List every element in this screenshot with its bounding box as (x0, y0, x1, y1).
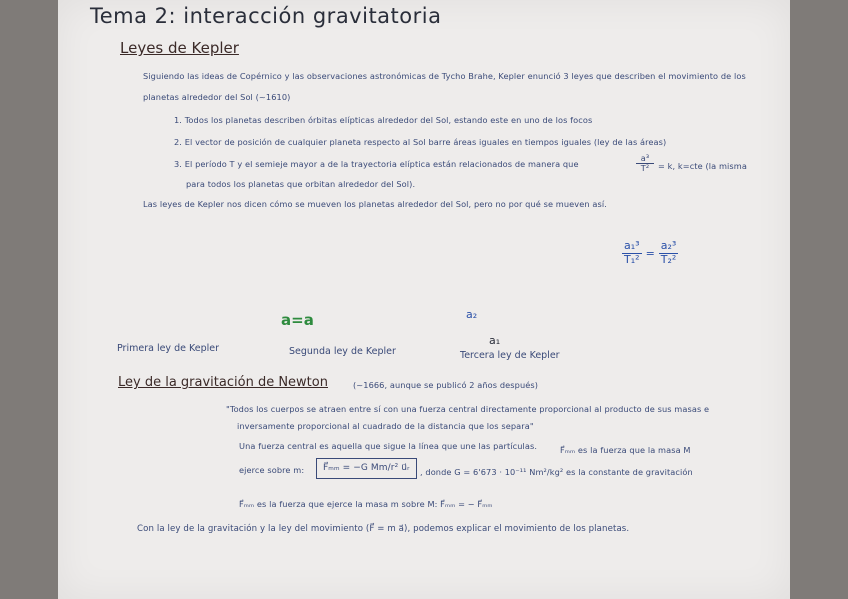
second-law-sol-label: Sol (300, 289, 311, 297)
newton-quote-line-2: inversamente proporcional al cuadrado de la distancia que los separa" (237, 421, 534, 431)
newton-date: (~1666, aunque se publicó 2 años después) (353, 380, 539, 390)
second-law-equal-areas: a=a (281, 311, 314, 329)
newton-M-label: M (112, 490, 121, 501)
notebook-page (58, 0, 790, 599)
ratio-num-right: a₂³ (660, 239, 677, 252)
second-law-caption: Segunda ley de Kepler (289, 346, 396, 357)
second-law-r-label: r (338, 267, 342, 276)
newton-r-label: r (133, 420, 138, 431)
third-law-a2-label: a₂ (466, 308, 478, 321)
newton-small-force-label: F⃗ (127, 445, 133, 455)
ratio-den-right: T₂² (660, 252, 677, 266)
newton-m-label: m (172, 419, 182, 430)
second-law-dt-label-1: dt (310, 238, 319, 247)
kepler-intro-line-2: planetas alrededor del Sol (~1610) (143, 92, 291, 102)
newton-force-label: F⃗ₘₘ (158, 448, 175, 458)
central-force-line: Una fuerza central es aquella que sigue la línea que une las partículas. (239, 441, 538, 451)
kepler-heading: Leyes de Kepler (120, 39, 239, 57)
ratio-den-left: T₁² (624, 252, 640, 266)
third-law-a1-label: a₁ (489, 334, 501, 347)
newton-quote-line-1: "Todos los cuerpos se atraen entre sí con una fuerza central directamente proporcional al producto de sus masas e (226, 404, 710, 414)
kepler-law-3: 3. El período T y el semieje mayor a de la trayectoria elíptica están relacionados de manera que (174, 159, 579, 169)
ratio-num-left: a₁³ (624, 239, 640, 252)
kepler-law-2: 2. El vector de posición de cualquier planeta respecto al Sol barre áreas iguales en tiempos iguales (ley de las áreas) (174, 137, 667, 147)
reaction-force-line: F⃗ₘₘ es la fuerza que ejerce la masa m sobre M: F⃗ₘₘ = − F⃗ₘₘ (239, 499, 493, 509)
first-law-foco-label: foco (190, 285, 205, 293)
law3-frac-den: T² (640, 163, 650, 174)
newton-formula-box: F⃗ₘₘ = −G Mm/r² u⃗ᵣ (316, 458, 417, 479)
third-law-caption: Tercera ley de Kepler (460, 350, 560, 361)
kepler-ratio-formula (622, 240, 678, 266)
second-law-dt-label-2: dt (340, 233, 349, 242)
central-force-definition: F⃗ₘₘ es la fuerza que la masa M (560, 445, 691, 455)
gravitational-constant: , donde G = 6'673 · 10⁻¹¹ Nm²/kg² es la constante de gravitación (420, 467, 693, 477)
kepler-note: Las leyes de Kepler nos dicen cómo se mueven los planetas alrededor del Sol, pero no por qué se mueven así. (143, 199, 607, 209)
kepler-law-3-cont: para todos los planetas que orbitan alrededor del Sol). (186, 179, 416, 189)
first-law-sol-label: Sol (118, 290, 129, 298)
page-title: Tema 2: interacción gravitatoria (90, 4, 442, 28)
ratio-equals: = (645, 246, 655, 260)
kepler-intro-line-1: Siguiendo las ideas de Copérnico y las observaciones astronómicas de Tycho Brahe, Kepler enunció 3 leyes que describen el movimiento de los (143, 71, 746, 81)
newton-conclusion: Con la ley de la gravitación y la ley del movimiento (F⃗ = m a⃗), podemos explicar el movimiento de los planetas. (137, 524, 630, 534)
newton-heading: Ley de la gravitación de Newton (118, 375, 328, 390)
kepler-law-3-rest: = k, k=cte (la misma (658, 161, 747, 171)
exerts-on-label: ejerce sobre m: (239, 465, 305, 475)
newton-ur-label: u⃗ᵣ (184, 404, 193, 415)
first-law-caption: Primera ley de Kepler (117, 343, 219, 354)
kepler-law-1: 1. Todos los planetas describen órbitas elípticas alrededor del Sol, estando este en uno de los focos (174, 115, 593, 125)
kepler-law-3-fraction (636, 154, 654, 173)
law3-frac-num: a³ (636, 154, 654, 164)
